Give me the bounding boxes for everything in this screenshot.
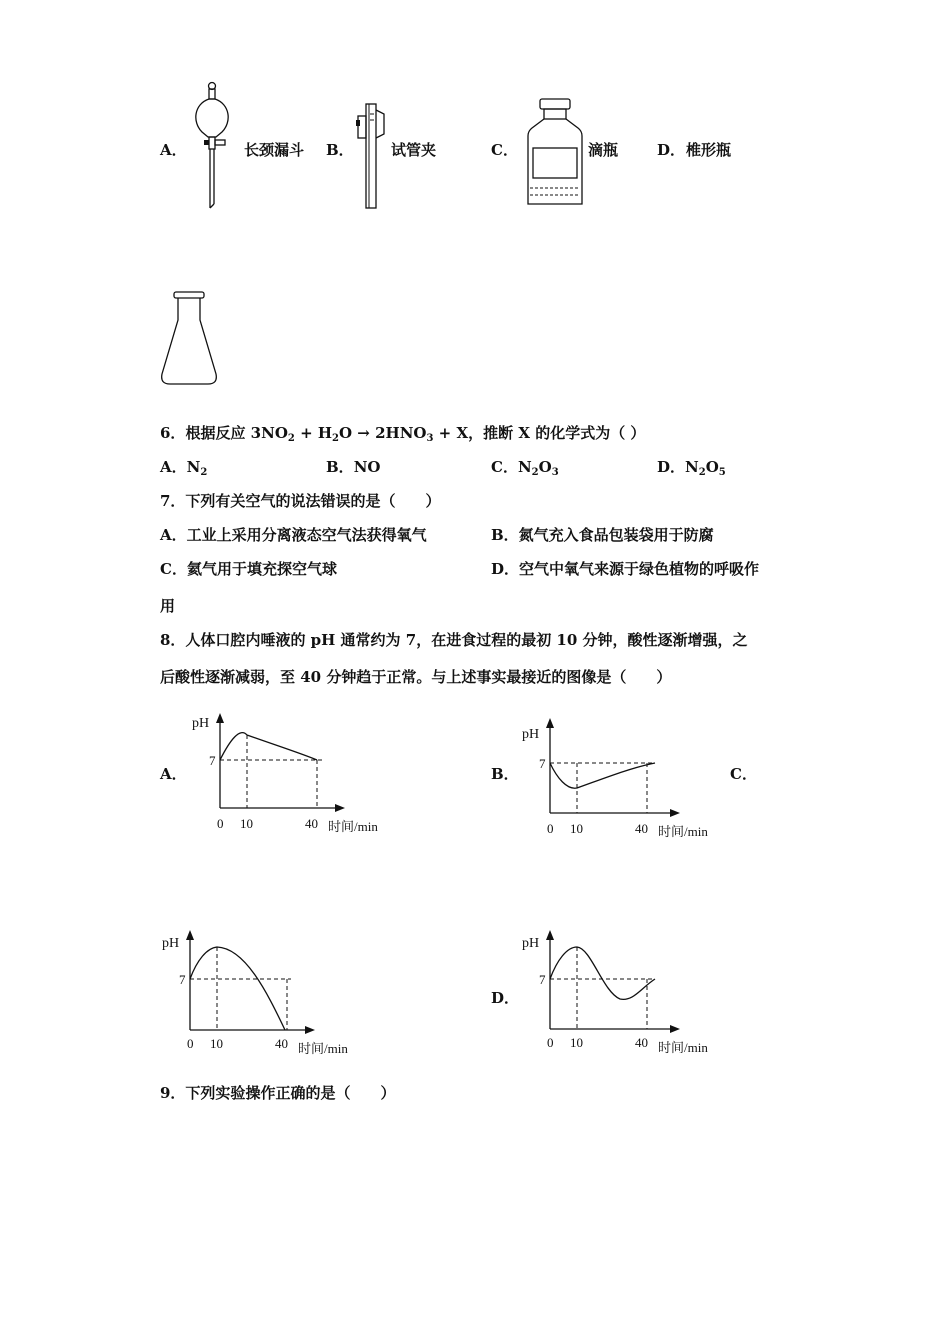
q6-eq-p3: O → 2HNO (339, 424, 427, 442)
y-label-d: pH (522, 936, 540, 951)
q9-stem: 9．下列实验操作正确的是（ ） (160, 1084, 396, 1102)
q6-eq-s2: 2 (332, 433, 340, 444)
ph-graph-b (515, 710, 730, 845)
q5-option-b-letter: B． (326, 141, 354, 159)
q6-eq-s3: 3 (426, 433, 434, 444)
q6-stem-lead: 根据反应 (185, 424, 251, 442)
q6-eq-p1: 3NO (250, 424, 288, 442)
forty-label-a: 40 (305, 816, 318, 831)
q8-stem-line2: 后酸性逐渐减弱，至 40 分钟趋于正常。与上述事实最接近的图像是（ ） (160, 668, 672, 686)
q6-stem (160, 423, 645, 443)
q8-option-d-letter: D． (491, 989, 520, 1007)
y-label-b: pH (522, 727, 540, 742)
forty-label-d: 40 (635, 1035, 648, 1050)
q8-option-a-letter: A． (160, 765, 187, 783)
q7-stem: 7．下列有关空气的说法错误的是（ ） (160, 492, 441, 510)
zero-label-a: 0 (217, 816, 224, 831)
q6-stem-rest: 推断 X 的化学式为（ ） (483, 424, 646, 442)
q5-option-d-letter: D． (657, 141, 686, 159)
q6-option-a: A．$N_2$ (160, 458, 208, 478)
q8-option-c-letter: C． (730, 765, 757, 783)
q6-eq-p2: + H (294, 424, 333, 442)
zero-label-c: 0 (187, 1036, 194, 1051)
q5-option-d-label: 椎形瓶 (686, 141, 732, 159)
ph-curve-c (190, 947, 285, 1030)
ten-label-b: 10 (570, 821, 583, 836)
q6-option-b: B．NO (326, 458, 381, 476)
ten-label-d: 10 (570, 1035, 583, 1050)
forty-label-b: 40 (635, 821, 648, 836)
q7-option-c: C．氦气用于填充探空气球 (160, 560, 337, 578)
seven-label-b: 7 (539, 756, 546, 771)
q8-stem-line1: 8．人体口腔内唾液的 pH 通常约为 7，在进食过程的最初 10 分钟，酸性逐渐增强，之 (160, 631, 748, 649)
ten-label-c: 10 (210, 1036, 223, 1051)
separatory-funnel-icon (188, 80, 238, 212)
q5-option-b-label: 试管夹 (391, 141, 437, 159)
q5-option-c-letter: C． (491, 141, 518, 159)
ph-graph-c (155, 922, 370, 1062)
y-label-c: pH (162, 936, 180, 951)
q7-option-d: D．空气中氧气来源于绿色植物的呼吸作 (491, 560, 760, 578)
x-unit-b: 时间/min (658, 824, 708, 839)
q6-eq-s1: 2 (287, 433, 295, 444)
ten-label-a: 10 (240, 816, 253, 831)
q6-option-c: C．$N_2O_3$ (491, 458, 559, 478)
zero-label-d: 0 (547, 1035, 554, 1050)
ph-curve-d (550, 947, 655, 999)
ph-curve-a (220, 733, 317, 760)
forty-label-c: 40 (275, 1036, 288, 1051)
q6-number: 6． (160, 424, 186, 442)
q7-option-b: B．氮气充入食品包装袋用于防腐 (491, 526, 714, 544)
q6-option-d: D．$N_2O_5$ (657, 458, 726, 478)
test-tube-clamp-icon (354, 100, 388, 212)
q5-option-a-letter: A． (160, 141, 187, 159)
conical-flask-icon (156, 290, 222, 388)
x-unit-c: 时间/min (298, 1041, 348, 1056)
dropper-bottle-icon (524, 96, 586, 210)
ph-graph-d (515, 922, 730, 1062)
q7-option-a: A．工业上采用分离液态空气法获得氧气 (160, 526, 427, 544)
y-label-a: pH (192, 716, 210, 731)
q5-option-a-label: 长颈漏斗 (244, 141, 305, 159)
ph-graph-a (185, 705, 400, 840)
q6-eq-p4: + X， (433, 424, 484, 442)
seven-label-d: 7 (539, 972, 546, 987)
x-unit-d: 时间/min (658, 1040, 708, 1055)
q5-option-c-label: 滴瓶 (588, 141, 619, 159)
zero-label-b: 0 (547, 821, 554, 836)
ph-curve-b (550, 763, 655, 788)
x-unit-a: 时间/min (328, 819, 378, 834)
q7-option-d-wrap: 用 (160, 597, 176, 615)
q8-option-b-letter: B． (491, 765, 519, 783)
seven-label-c: 7 (179, 972, 186, 987)
seven-label-a: 7 (209, 753, 216, 768)
